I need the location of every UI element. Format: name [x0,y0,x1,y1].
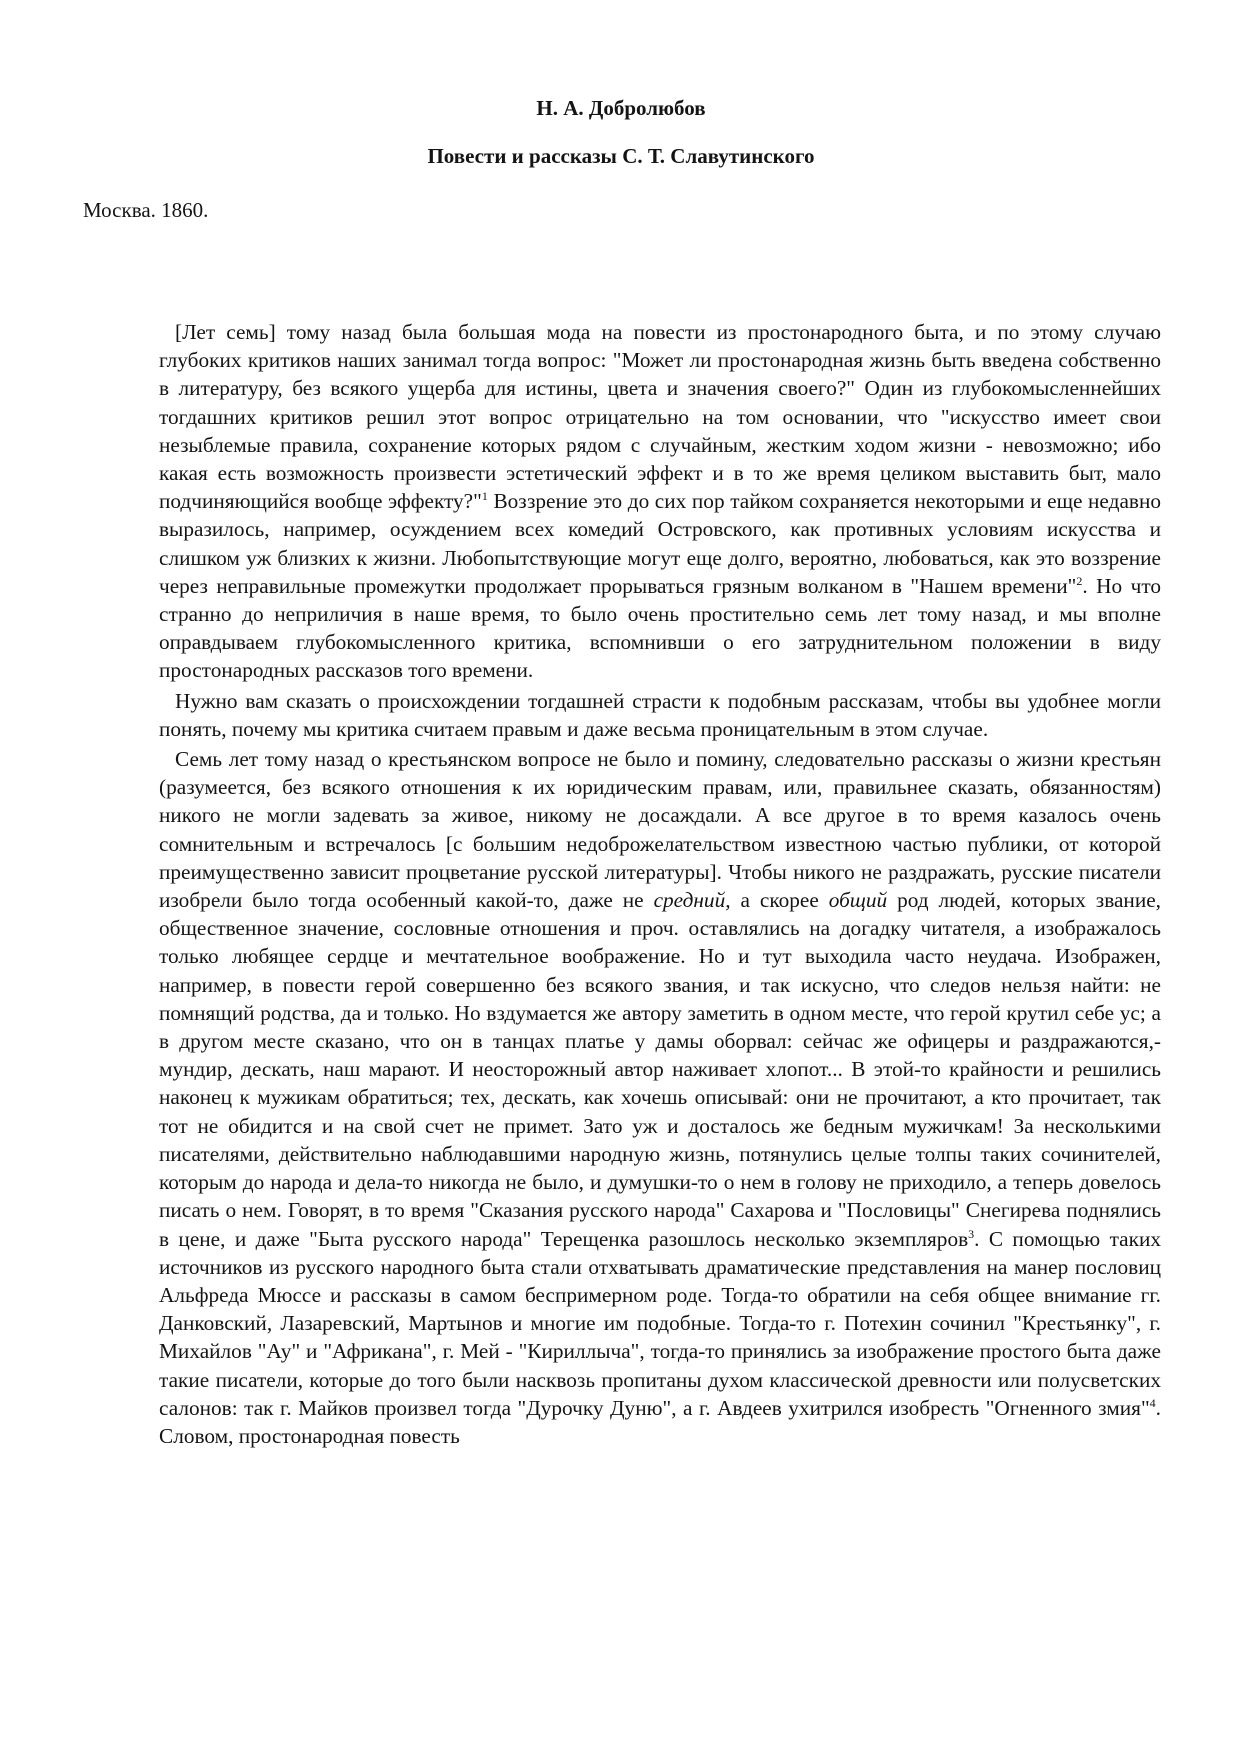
paragraph-2 [159,687,1161,745]
text-segment: . Но что странно до неприличия в наше время, то было очень простительно семь лет тому назад, и мы вполне оправдываем глубокомысленного критика, вспомнивши о его затруднительном положении в виду простонародных рассказов того времени. [159,573,1161,683]
document-title: Повести и рассказы С. Т. Славутинского [427,144,815,168]
body-text [159,318,1161,1452]
text-segment: . С помощью таких источников из русского народного быта стали отхватывать драматические представления на манер пословиц Альфреда Мюссе и рассказы в самом беспримерном роде. Тогда-то обратили на себя общее внимание гг. Данковский, Лазаревский, Мартынов и многие им подобные. Тогда-то г. Потехин сочинил "Крестьянку", г. Михайлов "Ау" и "Африкана", г. Мей - "Кириллыча", тогда-то принялись за изображение простого быта даже такие писатели, которые до того были насквозь пропитаны духом классической древности или полусветских салонов: так г. Майков произвел тогда "Дурочку Дуню", а г. Авдеев ухитрился изобресть "Огненного змия" [159,1226,1161,1420]
text-segment: Нужно вам сказать о происхождении тогдашней страсти к подобным рассказам, чтобы вы удобнее могли понять, почему мы критика считаем правым и даже весьма проницательным в этом случае. [159,688,1161,741]
footnote-ref-2[interactable]: 2 [1076,573,1083,588]
place-year: Москва. 1860. [83,198,209,222]
text-segment: Семь лет тому назад о крестьянском вопросе не было и помину, следовательно рассказы о жизни крестьян (разумеется, без всякого отношения к их юридическим правам, или, правильнее сказать, обязанностям) никого не могли задевать за живое, никому не досаждали. А все другое в то время казалось очень сомнительным и встречалось [с большим недоброжелательством известною частью публики, от которой преимущественно зависит процветание русской литературы]. Чтобы никого не раздражать, русские писатели изобрели было тогда особенный какой-то, даже не [159,747,1161,913]
text-segment: а скорее [730,888,829,913]
paragraph-1 [159,318,1161,687]
text-segment: [Лет семь] тому назад была большая мода на повести из простонародного быта, и по этому случаю глубоких критиков наших занимал тогда вопрос: "Может ли простонародная жизнь быть введена собственно в литературу, без всякого ущерба для истины, цвета и значения своего?" Один из глубокомысленнейших тогдашних критиков решил этот вопрос отрицательно на том основании, что "искусство имеет свои незыблемые правила, сохранение которых рядом с случайным, жестким ходом жизни - невозможно; ибо какая есть возможность произвести эстетический эффект и в то же время целиком выставить быт, мало подчиняющийся вообще эффекту?" [159,320,1161,514]
document-author: Н. А. Добролюбов [536,96,706,120]
footnote-ref-3[interactable]: 3 [968,1226,975,1241]
text-segment: Воззрение это до сих пор тайком сохраняется некоторыми и еще недавно выразилось, например, осуждением всех комедий Островского, как противных условиям искусства и слишком уж близких к жизни. Любопытствующие могут еще долго, вероятно, любоваться, как это воззрение через неправильные промежутки продолжает прорываться грязным волканом в "Нашем времени" [159,489,1161,598]
emphasis-text: средний, [653,888,731,913]
emphasis-text: общий [828,888,888,913]
paragraph-3 [159,745,1161,1452]
footnote-ref-4[interactable]: 4 [1149,1395,1156,1410]
footnote-ref-1[interactable]: 1 [481,489,488,504]
text-segment: . Словом, простонародная повесть [159,1395,1161,1448]
text-segment: род людей, которых звание, общественное значение, сословные отношения и проч. оставлялись на догадку читателя, а изображалось только любящее сердце и мечтательное воображение. Но и тут выходила часто неудача. Изображен, например, в повести герой совершенно без всякого звания, и так искусно, что следов нельзя найти: не помнящий родства, да и только. Но вздумается же автору заметить в одном месте, что герой крутил себе ус; а в другом месте сказано, что он в танцах платье у дамы оборвал: сейчас же офицеры и раздражаются,- мундир, дескать, наш марают. И неосторожный автор наживает хлопот... В этой-то крайности и решились наконец к мужикам обратиться; тех, дескать, как хочешь описывай: они не прочитают, а кто прочитает, так тот не обидится и на свой счет не примет. Зато уж и досталось же бедным мужичкам! За несколькими писателями, действительно наблюдавшими народную жизнь, потянулись целые толпы таких сочинителей, которым до народа и дела-то никогда не было, и думушки-то о нем в голову не приходило, а теперь довелось писать о нем. Говорят, в то время "Сказания русского народа" Сахарова и "Пословицы" Снегирева поднялись в цене, и даже "Быта русского народа" Терещенка разошлось несколько экземпляров [159,888,1162,1251]
